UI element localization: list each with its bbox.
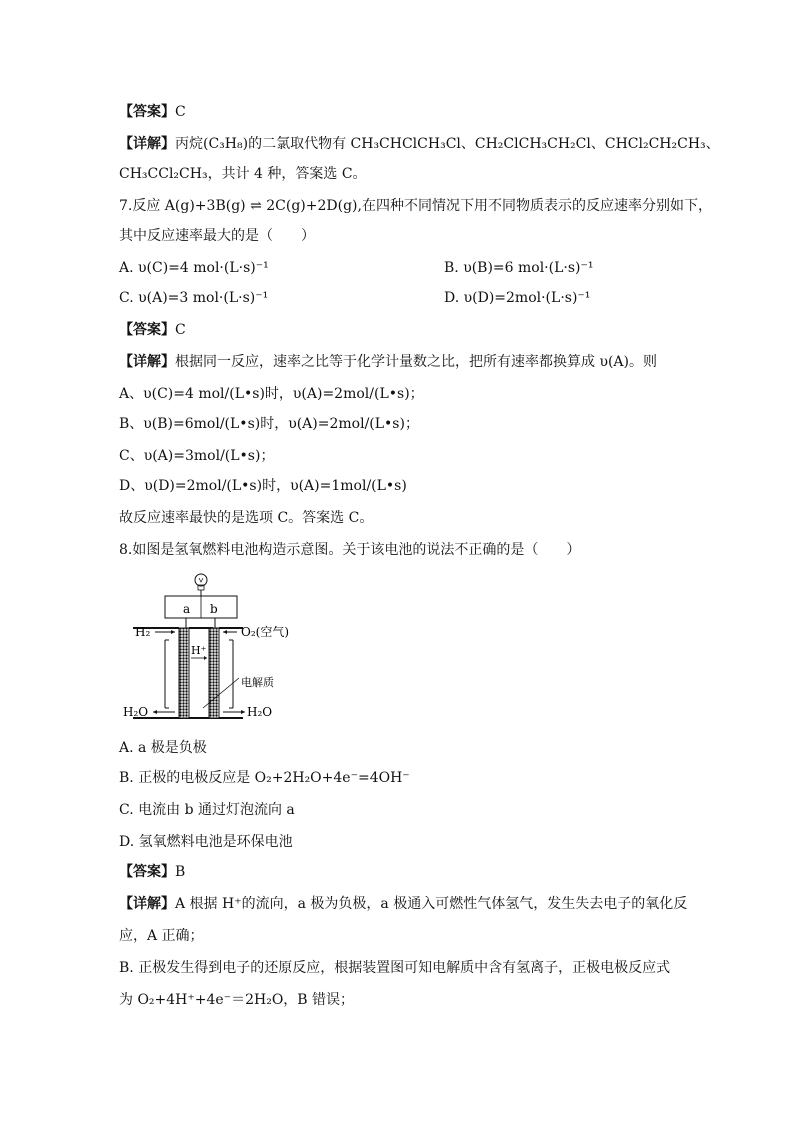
- q8-detail-b-line-1: B. 正极发生得到电子的还原反应，根据装置图可知电解质中含有氢离子，正极电极反应式: [119, 960, 671, 976]
- h2-inlet-label: H₂: [135, 625, 151, 639]
- q8-detail-a-line-2: 应，A 正确；: [119, 928, 204, 944]
- answer-label: 【答案】: [119, 864, 175, 880]
- detail-text: 根据同一反应，速率之比等于化学计量数之比，把所有速率都换算成 υ(A)。则: [175, 354, 657, 370]
- q7-detail-intro: [119, 352, 657, 372]
- electrode-label-a: a: [183, 602, 191, 616]
- answer-value: C: [175, 104, 186, 120]
- answer-label: 【答案】: [119, 322, 175, 338]
- q7-option-a: A. υ(C)=4 mol·(L·s)⁻¹: [119, 260, 269, 276]
- answer-value: B: [175, 864, 186, 880]
- q7-step-a: A、υ(C)=4 mol/(L•s)时，υ(A)=2mol/(L•s)；: [119, 386, 424, 402]
- h2o-left-label: H₂O: [123, 705, 149, 719]
- q8-detail-b-line-2: 为 O₂+4H⁺+4e⁻＝2H₂O，B 错误；: [119, 992, 355, 1008]
- q8-option-c: C. 电流由 b 通过灯泡流向 a: [119, 802, 295, 818]
- q7-stem-line-1: 7.反应 A(g)+3B(g) ⇌ 2C(g)+2D(g),在四种不同情况下用不同物质表示的反应速率分别如下，: [119, 198, 712, 214]
- q6-detail-line-1: [119, 134, 720, 154]
- o2-inlet-label: O₂(空气): [241, 625, 290, 639]
- q7-step-b: B、υ(B)=6mol/(L•s)时，υ(A)=2mol/(L•s)；: [119, 416, 419, 432]
- q6-detail-line-2: CH₃CCl₂CH₃，共计 4 种，答案选 C。: [119, 166, 367, 182]
- detail-label: 【详解】: [119, 354, 175, 370]
- q8-option-a: A. a 极是负极: [119, 740, 207, 756]
- q7-answer-line: [119, 320, 186, 340]
- q7-stem-line-2: 其中反应速率最大的是（ ）: [119, 228, 315, 244]
- q8-answer-line: [119, 862, 185, 882]
- q7-step-d: D、υ(D)=2mol/(L•s)时，υ(A)=1mol/(L•s): [119, 478, 407, 494]
- q6-answer-line: [119, 102, 186, 122]
- q7-option-c: C. υ(A)=3 mol·(L·s)⁻¹: [119, 290, 269, 306]
- cathode-b: [209, 628, 219, 718]
- detail-label: 【详解】: [119, 136, 175, 152]
- q8-option-b: B. 正极的电极反应是 O₂+2H₂O+4e⁻=4OH⁻: [119, 770, 410, 786]
- anode-a: [179, 628, 189, 718]
- q7-conclusion: 故反应速率最快的是选项 C。答案选 C。: [119, 510, 374, 526]
- q8-option-d: D. 氢氧燃料电池是环保电池: [119, 834, 293, 850]
- fuel-cell-diagram: [119, 570, 309, 730]
- q8-detail-a-line-1: [119, 894, 687, 914]
- q7-option-d: D. υ(D)=2mol·(L·s)⁻¹: [444, 290, 591, 306]
- detail-text: 丙烷(C₃H₈)的二氯取代物有 CH₃CHClCH₃Cl、CH₂ClCH₃CH₂Cl、CHCl₂CH₂CH₃、: [175, 136, 720, 152]
- answer-label: 【答案】: [119, 104, 175, 120]
- h2o-right-label: H₂O: [247, 705, 273, 719]
- light-bulb-icon: [195, 574, 207, 596]
- detail-label: 【详解】: [119, 896, 175, 912]
- detail-text: A 根据 H⁺的流向，a 极为负极，a 极通入可燃性气体氢气，发生失去电子的氧化反: [175, 896, 688, 912]
- q7-step-c: C、υ(A)=3mol/(L•s)；: [119, 448, 275, 464]
- q7-option-b: B. υ(B)=6 mol·(L·s)⁻¹: [444, 260, 594, 276]
- electrode-label-b: b: [210, 602, 218, 616]
- h-plus-label: H⁺: [191, 644, 207, 657]
- answer-value: C: [175, 322, 186, 338]
- q8-stem: 8.如图是氢氧燃料电池构造示意图。关于该电池的说法不正确的是（ ）: [119, 542, 581, 558]
- electrolyte-label: 电解质: [241, 676, 274, 689]
